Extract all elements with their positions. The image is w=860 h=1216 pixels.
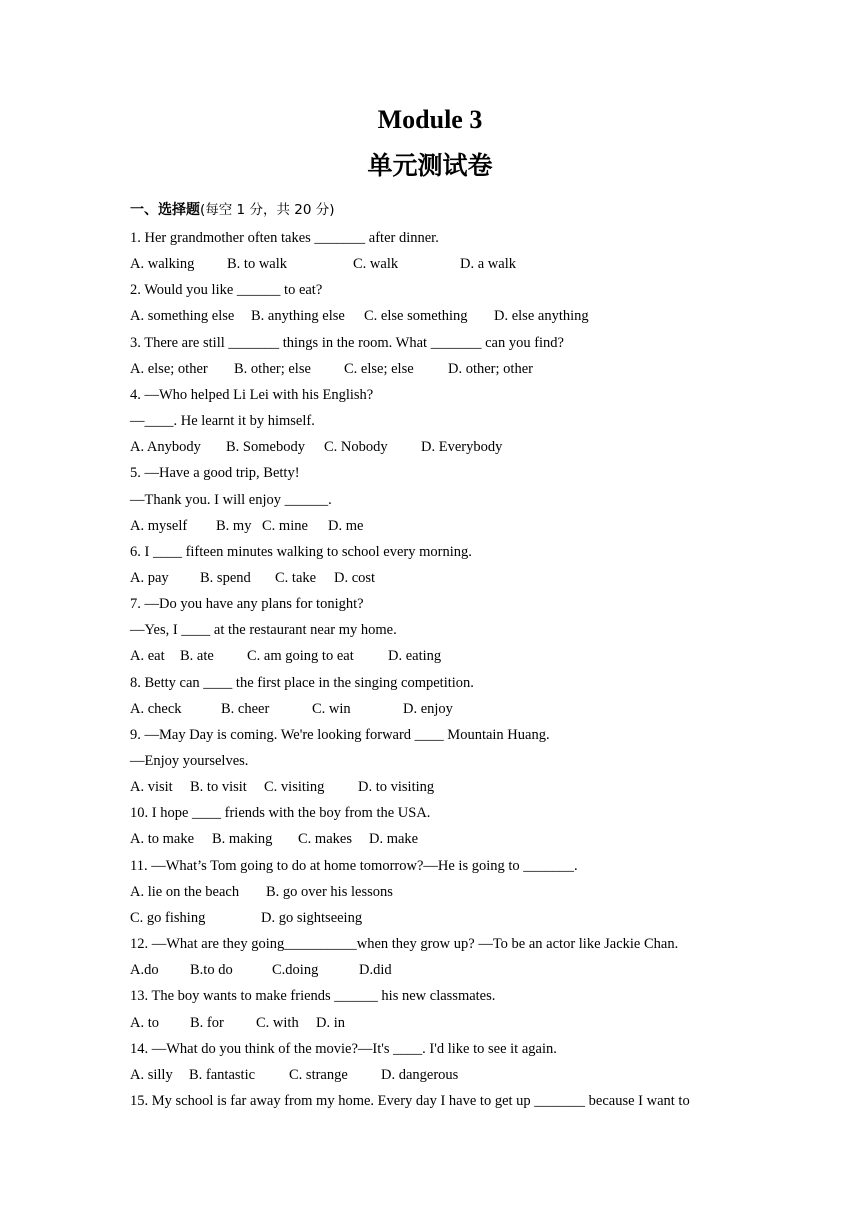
question-line: 7. —Do you have any plans for tonight? bbox=[130, 596, 364, 613]
option-item: D. eating bbox=[388, 648, 442, 665]
option-item: B. cheer bbox=[221, 700, 270, 717]
question-line: 14. —What do you think of the movie?—It's ____. I'd like to see it again. bbox=[130, 1040, 557, 1057]
option-item: A. silly bbox=[130, 1066, 173, 1083]
question-line: 4. —Who helped Li Lei with his English? bbox=[130, 386, 374, 403]
question-line: 9. —May Day is coming. We're looking forward ____ Mountain Huang. bbox=[130, 726, 550, 743]
option-item: C. strange bbox=[289, 1066, 348, 1083]
option-item: D. other; other bbox=[448, 360, 533, 377]
option-item: D. go sightseeing bbox=[261, 909, 363, 926]
option-item: A. check bbox=[130, 700, 182, 717]
option-item: C. visiting bbox=[264, 779, 325, 796]
option-item: A. else; other bbox=[130, 360, 208, 377]
option-item: D. make bbox=[369, 831, 419, 848]
option-item: B. Somebody bbox=[226, 439, 305, 456]
option-item: B. to walk bbox=[227, 256, 288, 273]
question-line: 1. Her grandmother often takes _______ after dinner. bbox=[130, 230, 439, 246]
option-item: B. my bbox=[216, 517, 252, 534]
question-line: —Enjoy yourselves. bbox=[130, 753, 249, 769]
option-item: C. mine bbox=[262, 517, 308, 534]
option-item: C. else something bbox=[364, 308, 468, 325]
question-line: —____. He learnt it by himself. bbox=[130, 413, 315, 429]
section-heading bbox=[130, 200, 334, 220]
question-line: 3. There are still _______ things in the room. What _______ can you find? bbox=[130, 334, 564, 351]
page-title: Module 3 bbox=[377, 105, 483, 134]
option-item: A. walking bbox=[130, 256, 195, 273]
option-item: B. to visit bbox=[190, 779, 247, 796]
option-item: D. to visiting bbox=[358, 779, 435, 796]
option-item: D. enjoy bbox=[403, 700, 453, 717]
option-item: C. with bbox=[256, 1014, 299, 1031]
option-item: D. a walk bbox=[460, 256, 516, 273]
option-item: A. to bbox=[130, 1014, 159, 1031]
option-item: A. pay bbox=[130, 570, 169, 586]
option-item: D. cost bbox=[334, 570, 376, 586]
option-item: B. fantastic bbox=[189, 1066, 256, 1083]
question-line: 5. —Have a good trip, Betty! bbox=[130, 465, 300, 482]
option-item: C. take bbox=[275, 570, 317, 586]
option-item: A. eat bbox=[130, 648, 165, 665]
option-item: B. go over his lessons bbox=[266, 883, 393, 900]
option-item: D. dangerous bbox=[381, 1066, 459, 1083]
option-item: A. something else bbox=[130, 308, 235, 325]
option-item: D. else anything bbox=[494, 308, 589, 325]
option-item: A. to make bbox=[130, 831, 195, 848]
option-item: D. me bbox=[328, 517, 364, 534]
option-item: C. go fishing bbox=[130, 909, 206, 926]
option-item: A. myself bbox=[130, 517, 188, 534]
section-heading-label: 一、选择题 bbox=[130, 202, 200, 218]
page-subtitle: 单元测试卷 bbox=[367, 151, 493, 180]
option-item: B. ate bbox=[180, 648, 214, 665]
option-item: D. Everybody bbox=[421, 439, 503, 456]
option-item: B. other; else bbox=[234, 360, 311, 377]
question-line: —Thank you. I will enjoy ______. bbox=[130, 491, 332, 508]
option-item: C. walk bbox=[353, 256, 399, 273]
option-item: D. in bbox=[316, 1014, 345, 1031]
question-line: 13. The boy wants to make friends ______ his new classmates. bbox=[130, 988, 496, 1005]
option-item: B. making bbox=[212, 831, 273, 848]
question-line: 2. Would you like ______ to eat? bbox=[130, 282, 323, 299]
question-line: 12. —What are they going__________when they grow up? —To be an actor like Jackie Chan. bbox=[130, 936, 679, 952]
option-item: B. anything else bbox=[251, 308, 345, 325]
option-item: B. spend bbox=[200, 570, 251, 586]
option-item: C. win bbox=[312, 700, 351, 717]
option-item: B.to do bbox=[190, 962, 233, 979]
option-item: D.did bbox=[359, 962, 392, 979]
option-item: C. Nobody bbox=[324, 439, 388, 456]
question-line: 10. I hope ____ friends with the boy from the USA. bbox=[130, 805, 431, 822]
question-line: 11. —What’s Tom going to do at home tomorrow?—He is going to _______. bbox=[130, 857, 578, 874]
section-heading-note: (每空 1 分，共 20 分) bbox=[200, 202, 335, 218]
option-item: C. else; else bbox=[344, 360, 414, 377]
option-item: A. lie on the beach bbox=[130, 883, 240, 900]
question-line: 15. My school is far away from my home. Every day I have to get up _______ because I want to bbox=[130, 1092, 690, 1109]
option-item: A. visit bbox=[130, 779, 173, 796]
option-item: A.do bbox=[130, 962, 159, 979]
option-item: B. for bbox=[190, 1014, 224, 1031]
question-line: 6. I ____ fifteen minutes walking to school every morning. bbox=[130, 543, 472, 560]
question-line: —Yes, I ____ at the restaurant near my home. bbox=[130, 622, 397, 639]
question-line: 8. Betty can ____ the first place in the singing competition. bbox=[130, 674, 474, 691]
option-item: C. am going to eat bbox=[247, 648, 354, 665]
option-item: C.doing bbox=[272, 962, 319, 979]
option-item: C. makes bbox=[298, 831, 352, 848]
option-item: A. Anybody bbox=[130, 439, 201, 456]
